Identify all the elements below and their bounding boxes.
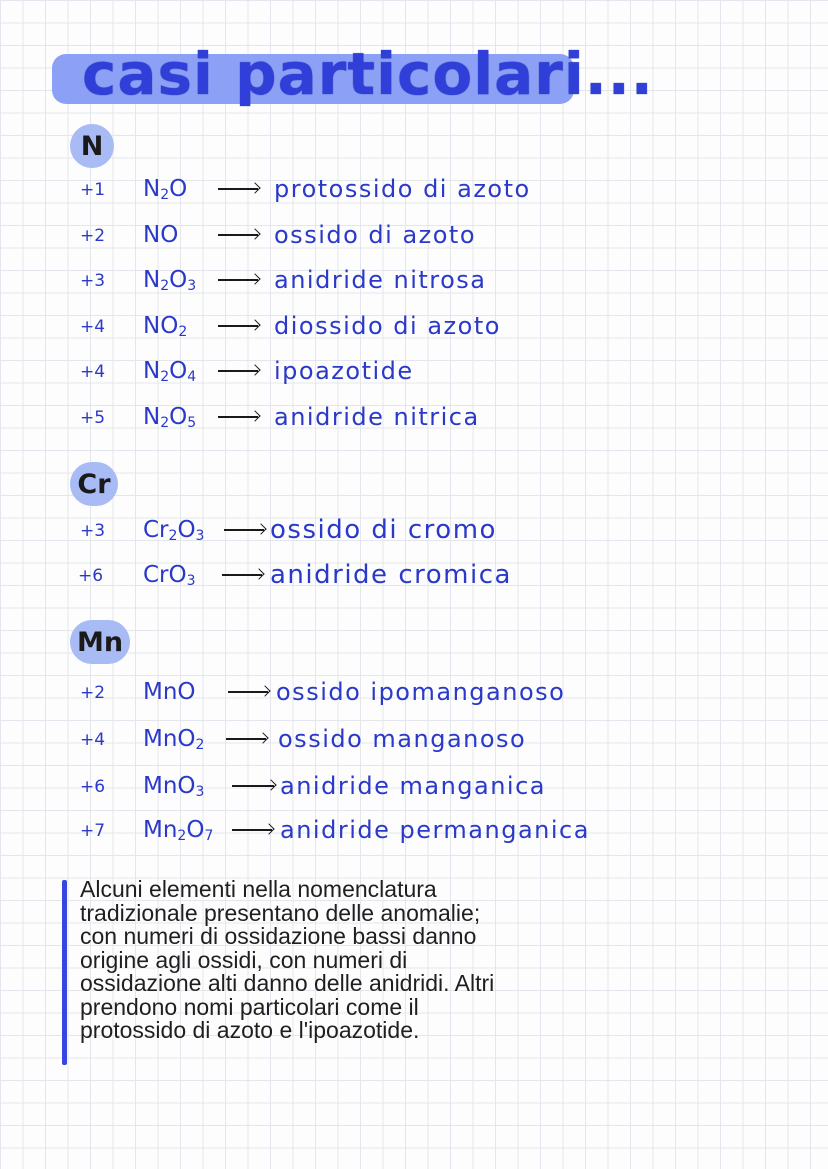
table-row: [0, 558, 828, 598]
table-row: [0, 354, 828, 394]
oxidation-number: +3: [80, 521, 106, 541]
compound-name: ipoazotide: [274, 357, 414, 385]
arrow-icon: [218, 234, 258, 236]
table-row: [0, 172, 828, 212]
oxidation-number: +1: [80, 180, 106, 200]
oxidation-number: +5: [80, 408, 106, 428]
element-badge-mn: Mn: [70, 620, 130, 664]
table-row: [0, 769, 828, 809]
formula-subscript: 5: [187, 415, 197, 431]
compound-name: anidride nitrosa: [274, 266, 487, 294]
formula: $N_2O_5$: [143, 404, 197, 431]
formula: $N_2O_3$: [143, 267, 197, 294]
arrow-icon: [218, 188, 258, 190]
compound-name: anidride permanganica: [280, 816, 590, 844]
oxidation-number: +6: [80, 777, 106, 797]
table-row: [0, 513, 828, 553]
formula: NO: [143, 222, 179, 248]
formula-subscript: 2: [160, 278, 170, 294]
arrow-icon: [218, 370, 258, 372]
oxidation-number: +4: [80, 317, 106, 337]
arrow-icon: [218, 279, 258, 281]
oxidation-number: +2: [80, 226, 106, 246]
compound-name: protossido di azoto: [274, 175, 531, 203]
oxidation-number: +3: [80, 271, 106, 291]
formula: MnO: [143, 679, 196, 705]
formula-subscript: 2: [160, 415, 170, 431]
formula-subscript: 2: [177, 828, 187, 844]
oxidation-number: +6: [78, 566, 104, 586]
oxidation-number: +7: [80, 821, 106, 841]
table-row: [0, 309, 828, 349]
formula: MnO$_2$: [143, 726, 205, 753]
page-title-block: [52, 38, 654, 110]
formula-subscript: 3: [186, 573, 196, 589]
formula: $Cr_2O_3$: [143, 517, 205, 544]
formula: $N_2O$: [143, 176, 188, 203]
compound-name: ossido ipomanganoso: [276, 678, 566, 706]
element-badge-cr: Cr: [70, 462, 118, 506]
formula-subscript: 2: [195, 737, 205, 753]
arrow-icon: [226, 738, 266, 740]
formula: CrO$_3$: [143, 562, 196, 589]
formula: $Mn_2O_7$: [143, 817, 214, 844]
element-badge-n: N: [70, 124, 114, 168]
arrow-icon: [232, 829, 272, 831]
formula-subscript: 7: [204, 828, 214, 844]
arrow-icon: [224, 529, 264, 531]
arrow-icon: [222, 574, 262, 576]
formula: $N_2O_4$: [143, 358, 197, 385]
oxidation-number: +2: [80, 683, 106, 703]
formula-subscript: 2: [160, 187, 170, 203]
formula-subscript: 2: [168, 528, 178, 544]
formula: $NO_2$: [143, 313, 188, 340]
formula: MnO$_3$: [143, 773, 205, 800]
arrow-icon: [218, 416, 258, 418]
table-row: [0, 675, 828, 715]
oxidation-number: +4: [80, 730, 106, 750]
compound-name: ossido manganoso: [278, 725, 527, 753]
formula-subscript: 2: [160, 369, 170, 385]
arrow-icon: [218, 325, 258, 327]
table-row: [0, 400, 828, 440]
formula-subscript: 3: [195, 784, 205, 800]
oxidation-number: +4: [80, 362, 106, 382]
table-row: [0, 813, 828, 853]
compound-name: diossido di azoto: [274, 312, 501, 340]
arrow-icon: [228, 691, 268, 693]
note-paragraph: Alcuni elementi nella nomenclatura tradizionale presentano delle anomalie; con numeri di ossidazione bassi danno origine agli ossidi, con numeri di ossidazione alti danno delle anidridi. Altri prendono nomi particolari come il protossido di azoto e l'ipoazotide.: [80, 876, 495, 1043]
table-row: [0, 218, 828, 258]
compound-name: anidride nitrica: [274, 403, 480, 431]
compound-name: anidride manganica: [280, 772, 547, 800]
compound-name: ossido di cromo: [270, 515, 497, 545]
formula-subscript: 2: [178, 324, 188, 340]
arrow-icon: [232, 785, 274, 787]
compound-name: ossido di azoto: [274, 221, 477, 249]
formula-subscript: 4: [187, 369, 197, 385]
note-accent-bar: [62, 880, 67, 1065]
table-row: [0, 722, 828, 762]
formula-subscript: 3: [187, 278, 197, 294]
table-row: [0, 263, 828, 303]
formula-subscript: 3: [195, 528, 205, 544]
page-title: casi particolari...: [82, 40, 654, 108]
compound-name: anidride cromica: [270, 560, 512, 590]
